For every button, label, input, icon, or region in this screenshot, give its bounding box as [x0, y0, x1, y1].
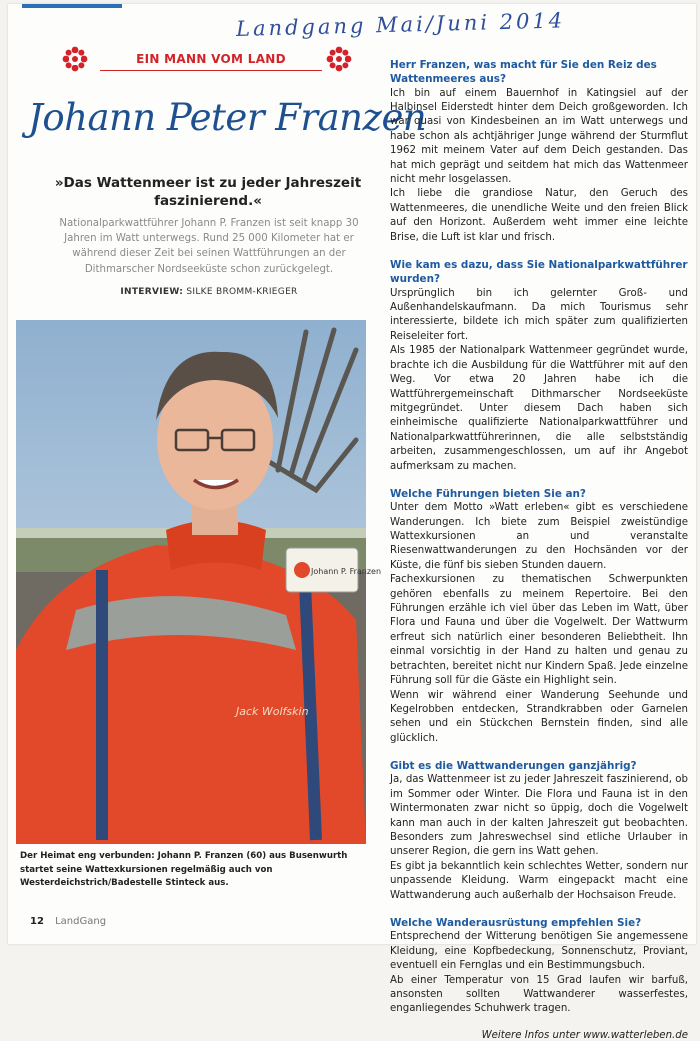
- interview-question: Gibt es die Wattwanderungen ganzjährig?: [390, 760, 637, 773]
- photo-caption: Der Heimat eng verbunden: Johann P. Franzen (60) aus Busenwurth startet seine Wattexkursionen regelmäßig auch von Westerdeichstrich/Badestelle Stinteck aus.: [20, 851, 348, 888]
- portrait-photo: [16, 320, 382, 844]
- intro-text: Nationalparkwattführer Johann P. Franzen ist seit knapp 30 Jahren im Watt unterwegs. Rund 25 000 Kilometer hat er während dieser Zeit bei seinen Wattführungen an der Dithmarscher Nordseeküste schon zurückgelegt.: [59, 218, 359, 275]
- interview-answer: Wenn wir während einer Wanderung Seehunde und Kegelrobben entdecken, Strandkrabben oder Garnelen sehen und ein Stückchen Bernstein finden, sind alle glücklich.: [390, 689, 688, 744]
- interview-question: Welche Führungen bieten Sie an?: [390, 487, 586, 500]
- interview-answer: Entsprechend der Witterung benötigen Sie angemessene Kleidung, eine Kopfbedeckung, Sonnenschutz, Proviant, eventuell ein Fernglas und ein Bestimmungsbuch.: [390, 931, 688, 972]
- pull-quote: »Das Wattenmeer ist zu jeder Jahreszeit faszinierend.«: [54, 175, 362, 209]
- interview-block: [390, 759, 688, 903]
- top-accent-bar: [22, 4, 122, 8]
- interview-answer: Ursprünglich bin ich gelernter Groß- und Außenhandelskaufmann. Da mich Tourismus sehr interessierte, bildete ich mich später zum qualifizierten Reiseleiter fort.: [390, 287, 688, 342]
- portrait-illustration: [16, 320, 382, 844]
- interview-answer: Ich bin auf einem Bauernhof in Katingsiel auf der Halbinsel Eiderstedt hinter dem Deich großgeworden. Ich war quasi von Kindesbeinen an im Watt unterwegs und habe schon als achtjähriger Junge während der Sturmflut 1962 mit meinem Vater auf dem Deich gestanden. Das hat mich geprägt und seitdem hat mich das Wattenmeer nicht mehr losgelassen.: [390, 87, 688, 186]
- byline-label: INTERVIEW:: [120, 287, 184, 297]
- interview-question: Herr Franzen, was macht für Sie den Reiz des Wattenmeeres aus?: [390, 59, 657, 86]
- interview-block: [390, 58, 688, 245]
- jacket-logo: Jack Wolfskin: [236, 705, 309, 718]
- magazine-page: [8, 4, 696, 1041]
- rosette-ornament-left-icon: [62, 46, 88, 72]
- more-info-link[interactable]: Weitere Infos unter www.watterleben.de: [481, 1029, 688, 1041]
- interview-answer: Ja, das Wattenmeer ist zu jeder Jahreszeit faszinierend, ob im Sommer oder Winter. Die Flora und Fauna ist in den Wintermonaten zwar nicht so üppig, doch die Vogelwelt kann man auch in der kalten Jahreszeit gut beobachten. Besonders zum Jahreswechsel sind etliche Urlauber in unserer Region, die gern ins Watt gehen.: [390, 774, 688, 858]
- rosette-ornament-right-icon: [326, 46, 352, 72]
- interview-answer: Als 1985 der Nationalpark Wattenmeer gegründet wurde, brachte ich die Ausbildung für die Wattführer mit auf den Weg. Vor etwa 20 Jahren habe ich die Wattführergemeinschaft Dithmarscher Nordseeküste mitgegründet. Unter diesem Dach haben sich einheimische qualifizierte Nationalparkwattführer und Nationalparkwattführerinnen, die alle selbstständig arbeiten, zusammengeschlossen, um auf ihr Angebot aufmerksam zu machen.: [390, 345, 688, 472]
- interview-answer: Ich liebe die grandiose Natur, den Geruch des Wattenmeeres, die unendliche Weite und den freien Blick auf den Horizont. Außerdem weht immer eine leichte Brise, die Luft ist klar und frisch.: [390, 188, 688, 243]
- section-underline: [100, 70, 322, 71]
- section-label: EIN MANN VOM LAND: [136, 52, 286, 66]
- interview-block: [390, 916, 688, 1017]
- interview-answer: Unter dem Motto »Watt erleben« gibt es verschiedene Wanderungen. Ich biete zum Beispiel zweistündige Wattexkursionen an und veranstalte Riesenwattwanderungen zu den Hochsänden vor der Küste, die fünf bis sieben Stunden dauern.: [390, 502, 688, 571]
- interview-question: Welche Wanderausrüstung empfehlen Sie?: [390, 917, 642, 930]
- interview-column: [390, 58, 688, 1041]
- byline-author: SILKE BROMM-KRIEGER: [186, 287, 298, 297]
- interview-answer: Es gibt ja bekanntlich kein schlechtes Wetter, sondern nur unpassende Kleidung. Warm eingepackt macht eine Wattwanderung auch außerhalb der Hochsaison Freude.: [390, 860, 688, 901]
- article-title: Johann Peter Franzen: [28, 96, 427, 139]
- handwritten-note: Landgang Mai/Juni 2014: [235, 8, 566, 41]
- name-badge-text: Johann P. Franzen: [311, 567, 382, 576]
- interview-block: [390, 487, 688, 746]
- interview-question: Wie kam es dazu, dass Sie Nationalparkwattführer wurden?: [390, 259, 688, 286]
- page-folio: [30, 916, 106, 927]
- magazine-name: LandGang: [55, 916, 107, 927]
- byline: [48, 287, 370, 297]
- interview-block: [390, 258, 688, 474]
- page-number: 12: [30, 916, 44, 927]
- interview-answer: Fachexkursionen zu thematischen Schwerpunkten gehören ebenfalls zu meinem Repertoire. Bei den Führungen erzähle ich viel über das Leben im Watt, über Flora und Fauna und über die Vogelwelt. Der Wattwurm erfreut sich natürlich einer besonderen Beliebtheit. Ihn einmal vorsichtig in der Hand zu halten und genau zu betrachten, bereitet nicht nur Kindern Spaß. Jede einzelne Führung soll für die Gäste ein Highlight sein.: [390, 574, 688, 687]
- interview-answer: Ab einer Temperatur von 15 Grad laufen wir barfuß, ansonsten sollten Wattwanderer wasserfestes, enganliegendes Schuhwerk tragen.: [390, 974, 688, 1015]
